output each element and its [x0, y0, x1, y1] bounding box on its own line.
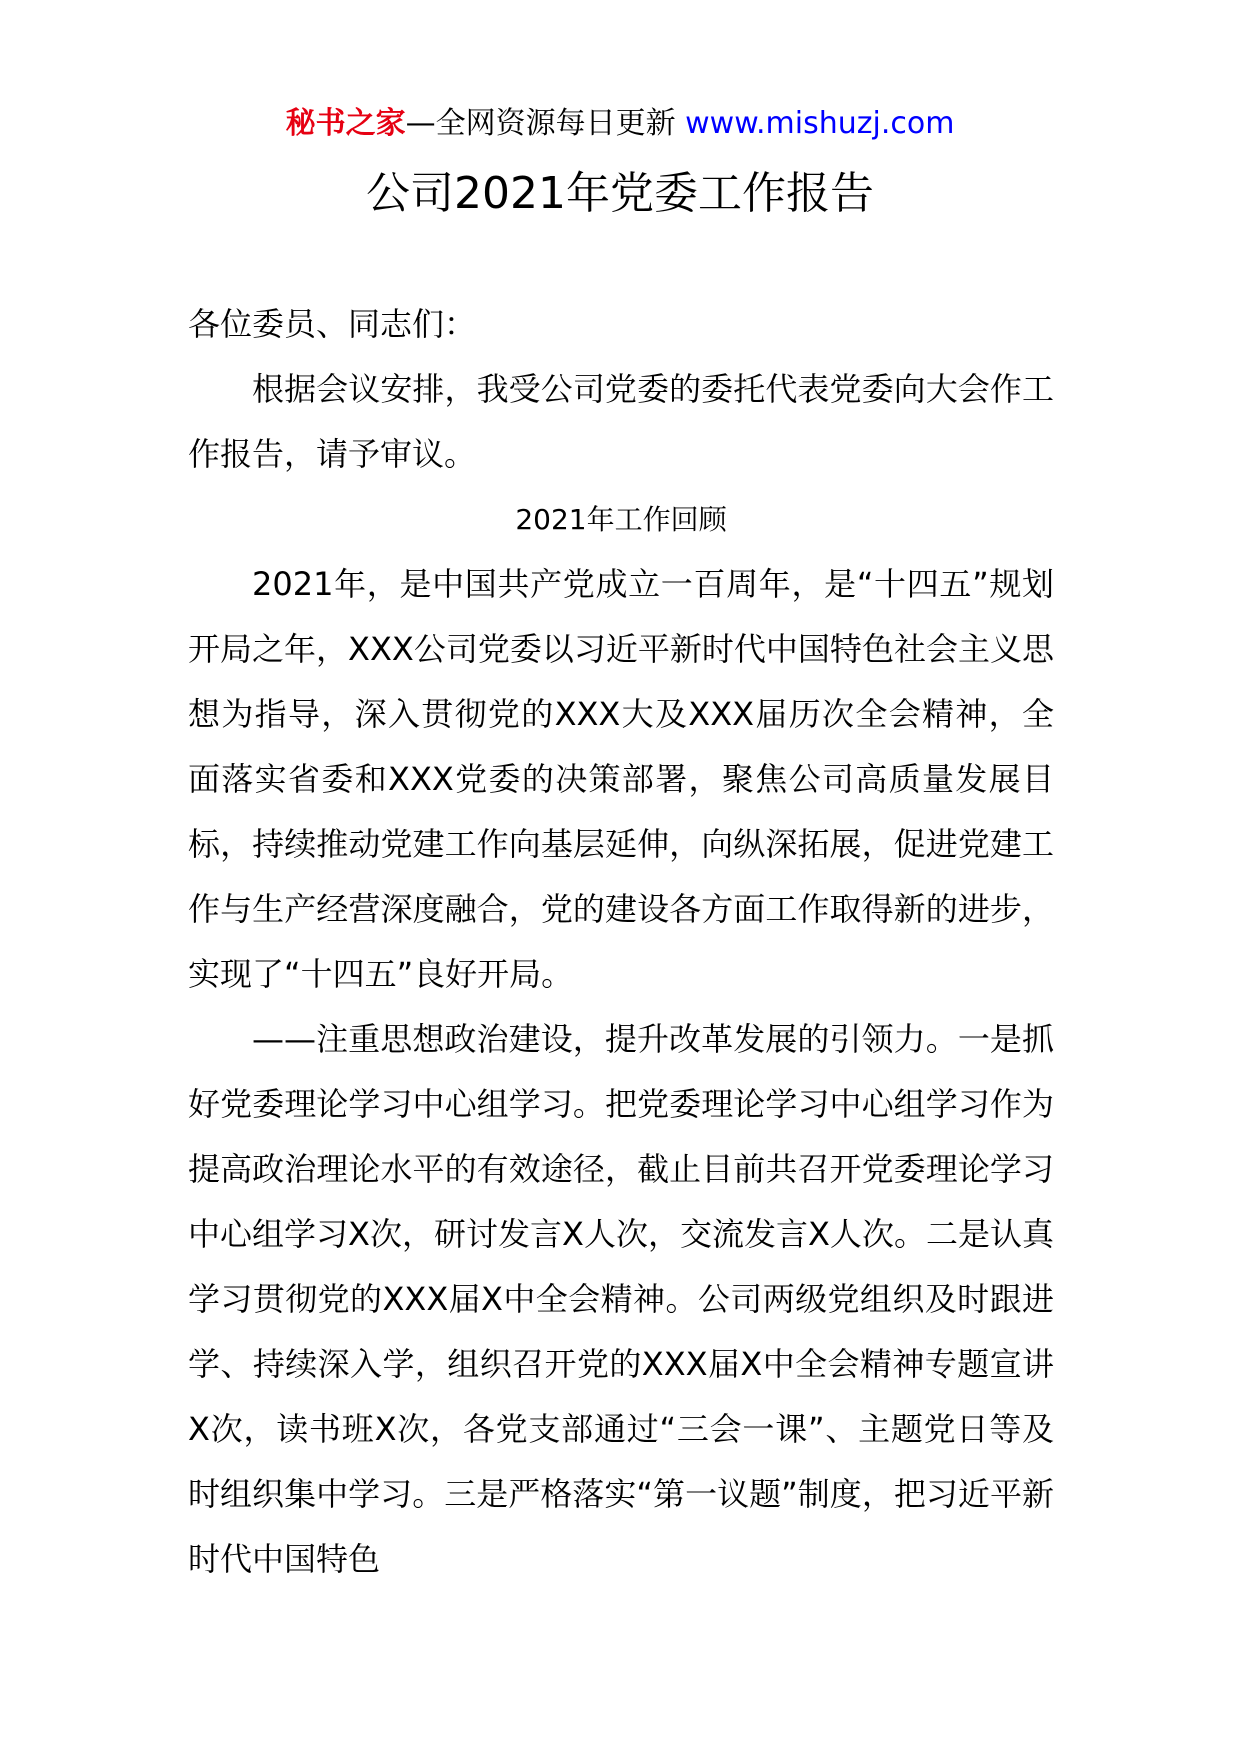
document-body	[188, 292, 1054, 1592]
intro-paragraph: 根据会议安排，我受公司党委的委托代表党委向大会作工作报告，请予审议。	[188, 370, 1054, 473]
header-slogan: —全网资源每日更新	[405, 106, 686, 141]
salutation: 各位委员、同志们：	[188, 305, 477, 343]
document-title: 公司2021年党委工作报告	[366, 168, 874, 219]
brand-name: 秘书之家	[285, 106, 406, 141]
review-paragraph: 2021年，是中国共产党成立一百周年，是“十四五”规划开局之年，XXX公司党委以习近平新时代中国特色社会主义思想为指导，深入贯彻党的XXX大及XXX届历次全会精神，全面落实省委和XXX党委的决策部署，聚焦公司高质量发展目标，持续推动党建工作向基层延伸，向纵深拓展，促进党建工作与生产经营深度融合，党的建设各方面工作取得新的进步，实现了“十四五”良好开局。	[188, 565, 1054, 993]
site-url-link[interactable]: www.mishuzj.com	[685, 106, 955, 141]
site-header	[0, 101, 1240, 147]
section-heading: 2021年工作回顾	[515, 503, 727, 536]
ideology-paragraph: ——注重思想政治建设，提升改革发展的引领力。一是抓好党委理论学习中心组学习。把党委理论学习中心组学习作为提高政治理论水平的有效途径，截止目前共召开党委理论学习中心组学习X次，研讨发言X人次，交流发言X人次。二是认真学习贯彻党的XXX届X中全会精神。公司两级党组织及时跟进学、持续深入学，组织召开党的XXX届X中全会精神专题宣讲X次，读书班X次，各党支部通过“三会一课”、主题党日等及时组织集中学习。三是严格落实“第一议题”制度，把习近平新时代中国特色	[188, 1020, 1054, 1578]
